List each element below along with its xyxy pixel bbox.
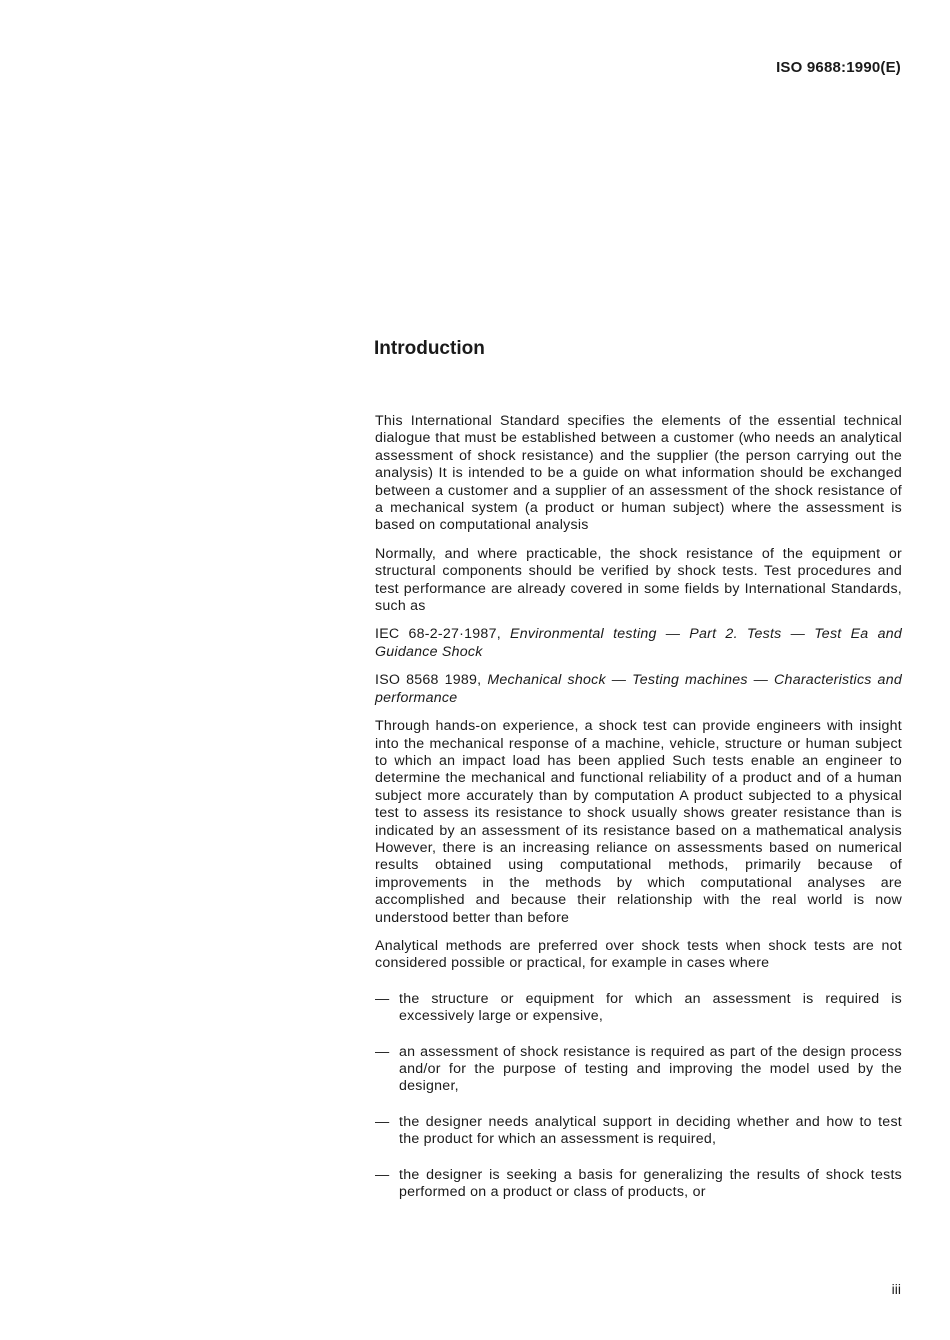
reference-title: Mechanical shock — Testing machines — Characteristics and performance — [375, 672, 902, 706]
document-identifier: ISO 9688:1990(E) — [776, 59, 901, 76]
section-title: Introduction — [374, 338, 485, 359]
list-item — [375, 1167, 902, 1202]
page-number: iii — [891, 1281, 901, 1297]
list-item-text: the structure or equipment for which an assessment is required is excessively large or expensive, — [399, 990, 902, 1025]
intro-paragraph-2: Normally, and where practicable, the shock resistance of the equipment or structural components should be verified by shock tests. Test procedures and test performance are already covered in some fields by International Standards, such as — [375, 545, 902, 615]
intro-paragraph-6: Analytical methods are preferred over shock tests when shock tests are not considered possible or practical, for example in cases where — [375, 937, 902, 972]
intro-paragraph-1: This International Standard specifies the elements of the essential technical dialogue that must be established between a customer (who needs an analytical assessment of shock resistance) and the supplier (the person carrying out the analysis) It is intended to be a guide on what information should be exchanged between a customer and a supplier of an assessment of the shock resistance of a mechanical system (a product or human subject) where the assessment is based on computational analysis — [375, 413, 902, 534]
reference-title: Environmental testing — Part 2. Tests — Test Ea and Guidance Shock — [375, 626, 902, 660]
intro-paragraph-5: Through hands-on experience, a shock test can provide engineers with insight into the mechanical response of a machine, vehicle, structure or human subject to which an impact load has been applied Such tests enable an engineer to determine the mechanical and functional reliability of a product and of a human subject more accurately than by computation A product subjected to a physical test to assess its resistance to shock usually shows greater resistance than is indicated by an assessment of its resistance based on a mathematical analysis However, there is an increasing reliance on assessments based on numerical results obtained using computational methods, primarily because of improvements in the methods by which computational analyses are accomplished and because their relationship with the real world is now understood better than before — [375, 718, 902, 926]
list-item-text: the designer is seeking a basis for generalizing the results of shock tests performed on a product or class of products, or — [399, 1166, 902, 1201]
list-item-text: an assessment of shock resistance is required as part of the design process and/or for the purpose of testing and improving the model used by the designer, — [399, 1043, 902, 1095]
cases-list — [375, 991, 902, 1202]
list-item — [375, 1044, 902, 1096]
reference-code: IEC 68-2-27·1987, — [375, 626, 511, 643]
reference-iso-8568 — [375, 672, 902, 707]
dash-marker: — — [375, 1113, 390, 1130]
body-text-column — [375, 413, 902, 1219]
list-item-text: the designer needs analytical support in deciding whether and how to test the product for which an assessment is required, — [399, 1113, 902, 1148]
dash-marker: — — [375, 1043, 390, 1060]
dash-marker: — — [375, 1166, 390, 1183]
reference-iec-68-2-27 — [375, 626, 902, 661]
list-item — [375, 991, 902, 1026]
reference-code: ISO 8568 1989, — [375, 672, 488, 689]
list-item — [375, 1114, 902, 1149]
dash-marker: — — [375, 990, 390, 1007]
